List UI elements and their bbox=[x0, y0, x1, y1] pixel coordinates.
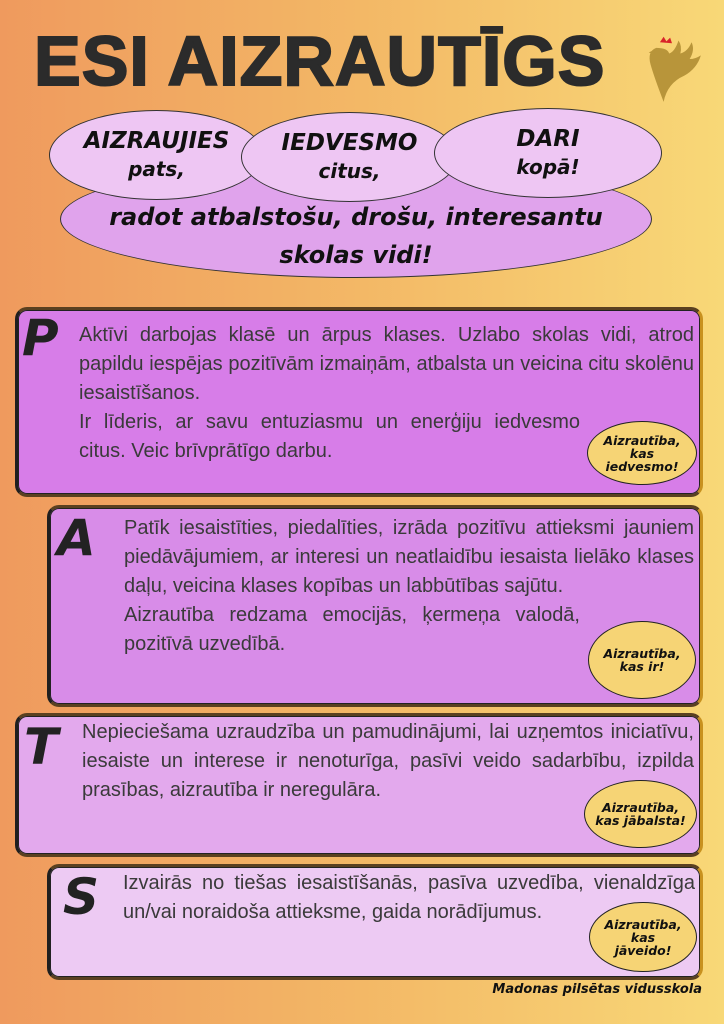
base-oval-line1: radot atbalstošu, drošu, interesantu bbox=[109, 203, 603, 231]
oval-heading: DARI bbox=[516, 126, 580, 152]
level-letter: A bbox=[57, 509, 96, 567]
level-text-main: Nepieciešama uzraudzība un pamudinājumi, lai uzņemtos iniciatīvu, iesaiste un interese ir nenoturīga, pasīvi veido sadarbību, izpilda prasības, aizrautība ir neregulāra. bbox=[82, 721, 694, 801]
oval-aizraujies bbox=[49, 110, 264, 200]
level-letter: S bbox=[63, 868, 100, 926]
level-badge: Aizrautība, kas jābalsta! bbox=[584, 780, 697, 848]
level-text-main: Patīk iesaistīties, piedalīties, izrāda pozitīvu attieksmi jauniem piedāvājumiem, ar interesi un neatlaidību iesaista lielāko klases daļu, veicina klases kopības un labbūtības sajūtu. bbox=[124, 517, 694, 597]
base-oval-text bbox=[60, 198, 652, 274]
level-text-main: Aktīvi darbojas klasē un ārpus klases. Uzlabo skolas vidi, atrod papildu iespējas pozitīvām izmaiņām, atbalsta un veicina citu skolēnu iesaistīšanos. bbox=[79, 324, 694, 404]
level-letter: T bbox=[24, 718, 59, 776]
oval-sub: kopā! bbox=[516, 155, 580, 179]
level-badge: Aizrautība, kas ir! bbox=[588, 621, 696, 699]
level-letter: P bbox=[22, 309, 59, 367]
school-name: Madonas pilsētas vidusskola bbox=[492, 982, 702, 997]
base-oval-line2: skolas vidi! bbox=[279, 241, 433, 269]
oval-heading: AIZRAUJIES bbox=[83, 128, 230, 154]
oval-iedvesmo bbox=[241, 112, 458, 202]
rooster-logo-icon bbox=[632, 30, 712, 116]
level-text-extra: Ir līderis, ar savu entuziasmu un enerģiju iedvesmo citus. Veic brīvprātīgo darbu. bbox=[79, 411, 580, 462]
poster-title: ESI AIZRAUTĪGS bbox=[34, 22, 606, 100]
level-badge: Aizrautība, kas jāveido! bbox=[589, 902, 697, 972]
oval-sub: citus, bbox=[318, 159, 381, 183]
oval-heading: IEDVESMO bbox=[281, 130, 418, 156]
level-text-main: Izvairās no tiešas iesaistīšanās, pasīva uzvedība, vienaldzīga un/vai noraidoša attieksme, gaida norādījumus. bbox=[123, 872, 695, 923]
oval-dari bbox=[434, 108, 662, 198]
level-badge: Aizrautība, kas iedvesmo! bbox=[587, 421, 697, 485]
level-text-extra: Aizrautība redzama emocijās, ķermeņa valodā, pozitīvā uzvedībā. bbox=[124, 604, 580, 655]
oval-sub: pats, bbox=[128, 157, 185, 181]
